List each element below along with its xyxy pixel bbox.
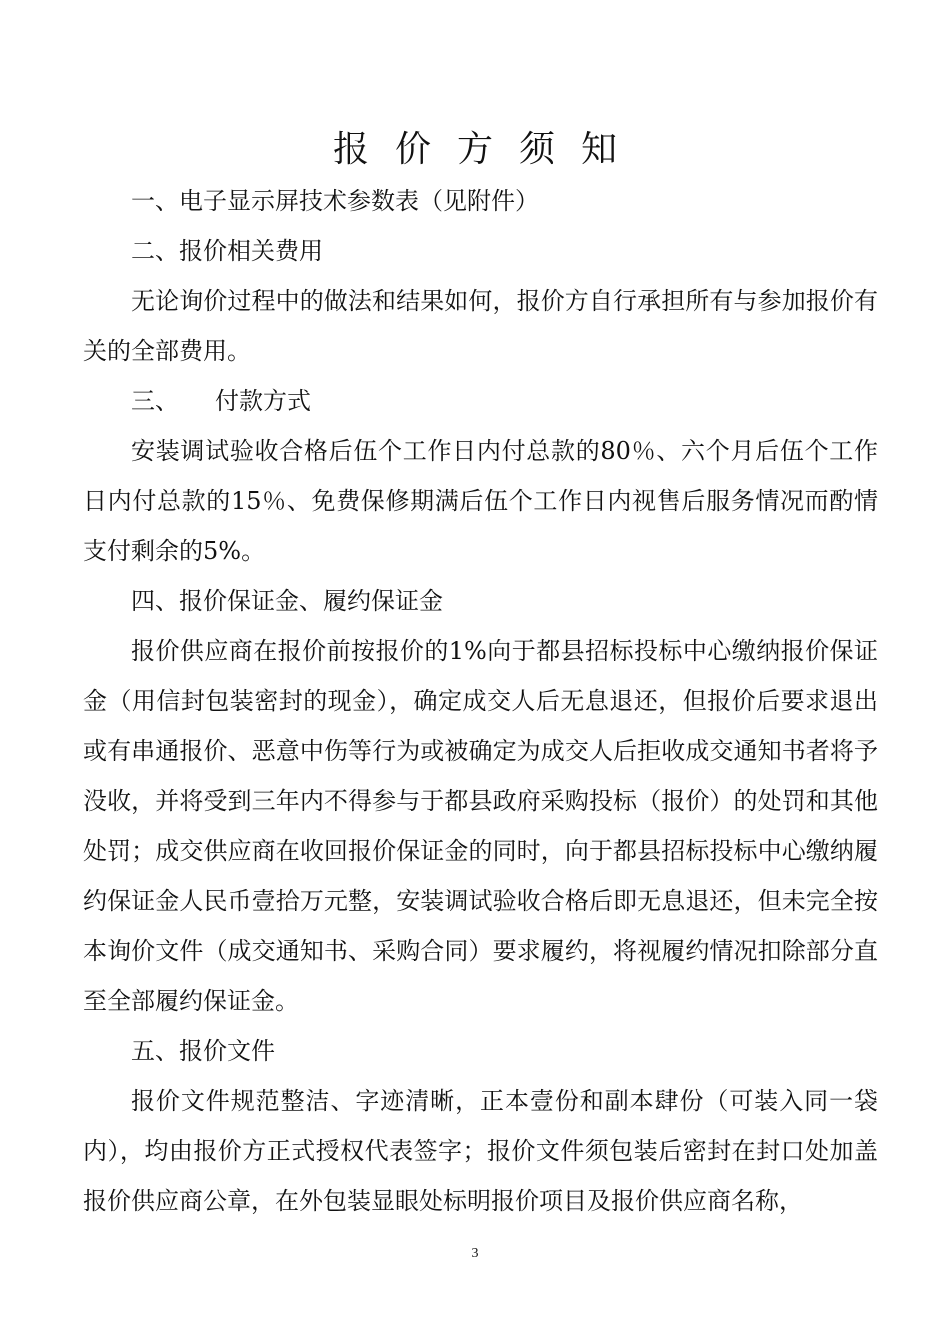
section-4-heading: 四、报价保证金、履约保证金 [131, 587, 443, 615]
section-5-paragraph: 报价文件规范整洁、字迹清晰，正本壹份和副本肆份（可装入同一袋内），均由报价方正式授权代表签字；报价文件须包装后密封在封口处加盖报价供应商公章，在外包装显眼处标明报价项目及报价供应商名称， [83, 1087, 878, 1215]
document-body [83, 176, 878, 1226]
section-2-heading: 二、报价相关费用 [131, 237, 323, 265]
section-3-title: 付款方式 [215, 387, 311, 415]
section-4-paragraph: 报价供应商在报价前按报价的1%向于都县招标投标中心缴纳报价保证金（用信封包装密封的现金），确定成交人后无息退还，但报价后要求退出或有串通报价、恶意中伤等行为或被确定为成交人后拒收成交通知书者将予没收，并将受到三年内不得参与于都县政府采购投标（报价）的处罚和其他处罚；成交供应商在收回报价保证金的同时，向于都县招标投标中心缴纳履约保证金人民币壹拾万元整，安装调试验收合格后即无息退还，但未完全按本询价文件（成交通知书、采购合同）要求履约，将视履约情况扣除部分直至全部履约保证金。 [83, 637, 878, 1015]
section-5-heading: 五、报价文件 [131, 1037, 275, 1065]
section-3-heading [83, 376, 878, 426]
section-1-heading: 一、电子显示屏技术参数表（见附件） [131, 187, 539, 215]
section-3-number: 三、 [131, 387, 179, 415]
document-title: 报价方须知 [332, 129, 643, 170]
page-number: 3 [471, 1246, 479, 1261]
section-2-paragraph: 无论询价过程中的做法和结果如何，报价方自行承担所有与参加报价有关的全部费用。 [83, 287, 878, 365]
section-3-paragraph: 安装调试验收合格后伍个工作日内付总款的80％、六个月后伍个工作日内付总款的15％、免费保修期满后伍个工作日内视售后服务情况而酌情支付剩余的5%。 [83, 437, 878, 565]
